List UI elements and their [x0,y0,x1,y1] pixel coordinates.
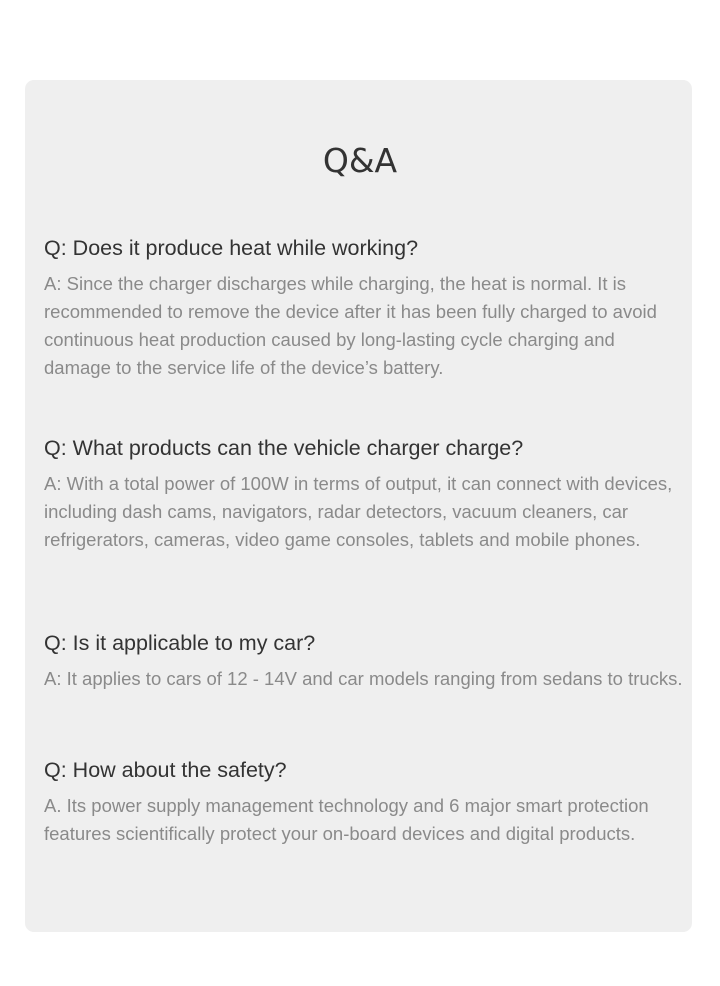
question-text: Q: Is it applicable to my car? [44,631,316,655]
answer-text: A: With a total power of 100W in terms of output, it can connect with devices, including dash cams, navigators, radar detectors, vacuum cleaners, car refrigerators, cameras, video game consoles, tablets and mobile phones. [44,473,673,550]
qa-item [44,434,684,554]
answer-text: A: It applies to cars of 12 - 14V and car models ranging from sedans to trucks. [44,668,683,689]
qa-item [44,756,684,848]
question-text: Q: What products can the vehicle charger charge? [44,436,524,460]
answer-text: A: Since the charger discharges while charging, the heat is normal. It is recommended to remove the device after it has been fully charged to avoid continuous heat production caused by long-lasting cycle charging and damage to the service life of the device’s battery. [44,273,657,378]
answer-text: A. Its power supply management technology and 6 major smart protection features scientifically protect your on-board devices and digital products. [44,795,649,844]
qa-item [44,234,684,382]
question-text: Q: Does it produce heat while working? [44,236,419,260]
qa-item [44,629,684,693]
question-text: Q: How about the safety? [44,758,287,782]
page-title: Q&A [322,141,398,180]
